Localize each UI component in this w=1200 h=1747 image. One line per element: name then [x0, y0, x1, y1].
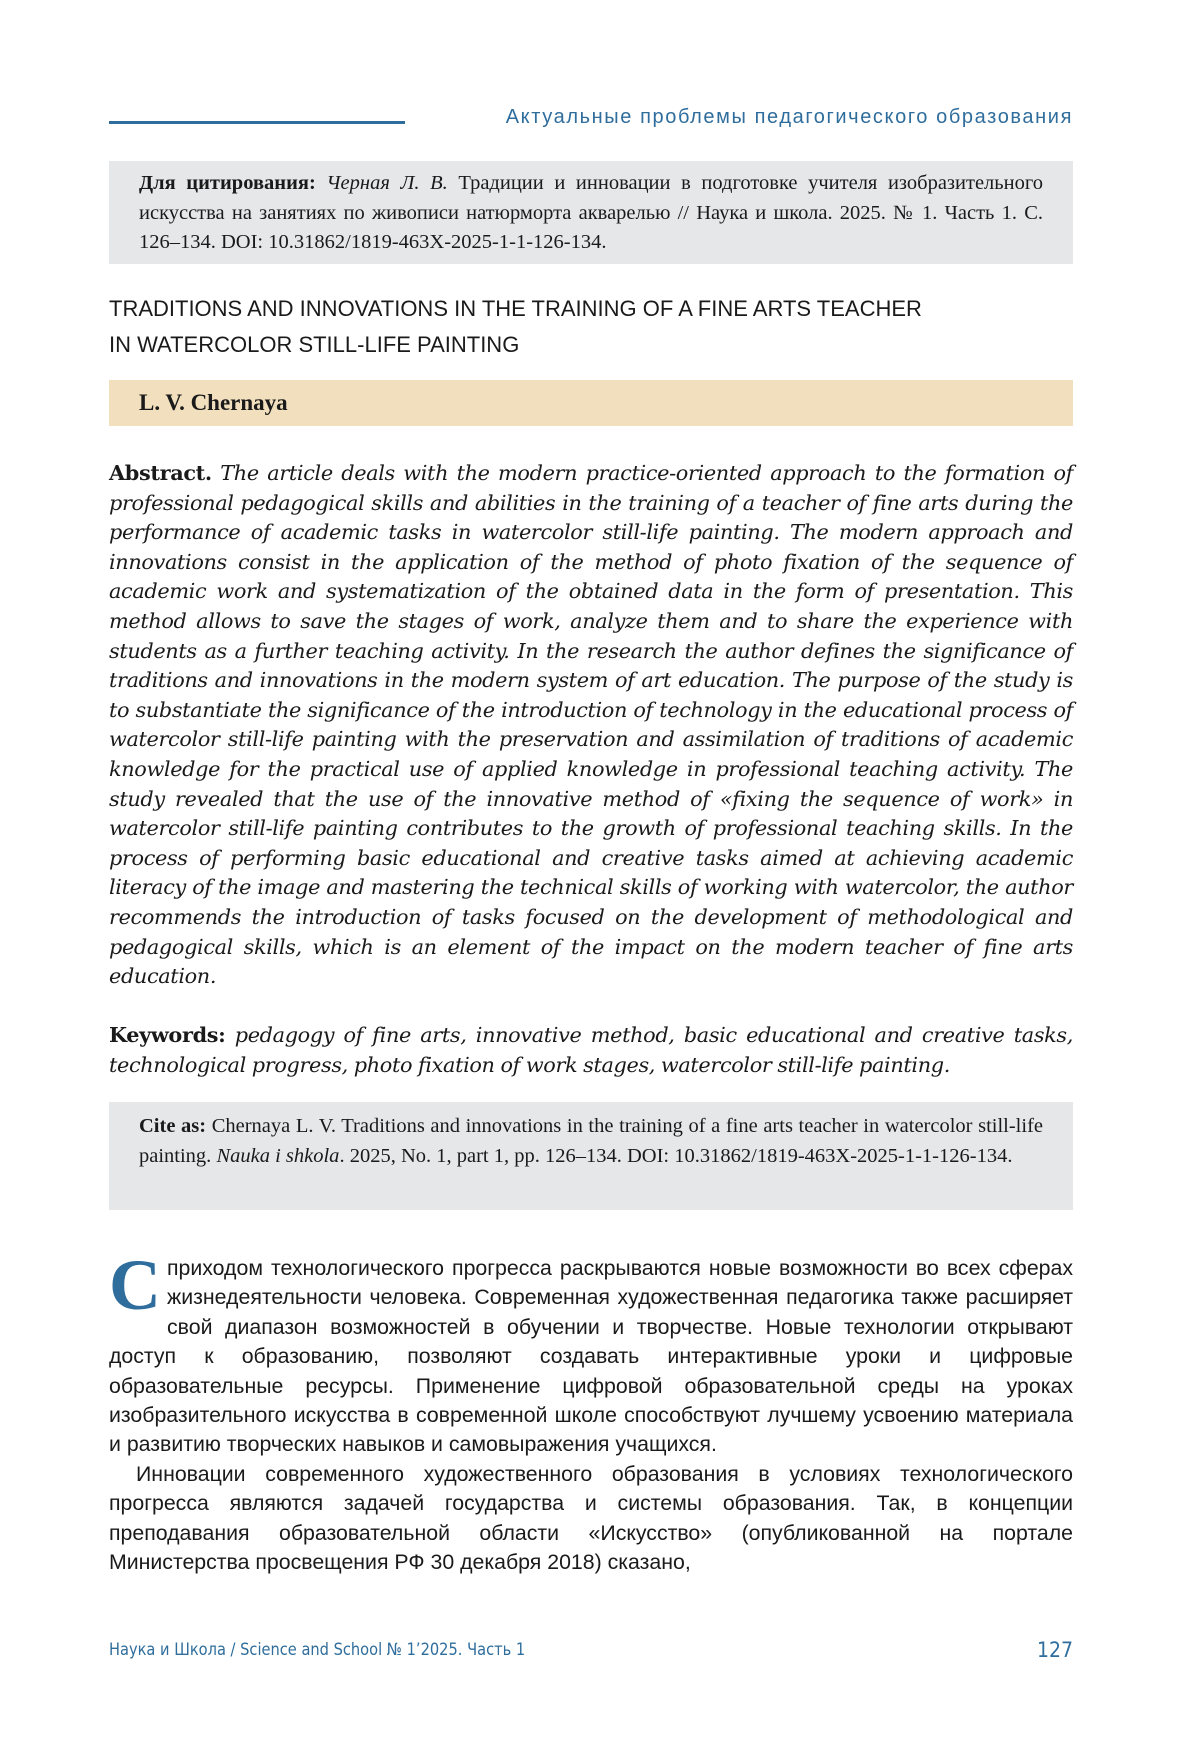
citation-en-journal: Nauka i shkola — [216, 1144, 340, 1167]
keywords-text: pedagogy of fine arts, innovative method, basic educational and creative tasks, technological progress, photo fixation of work stages, watercolor still-life painting. — [109, 1023, 1073, 1077]
header-rule — [109, 121, 405, 124]
abstract-label: Abstract. — [109, 460, 212, 485]
article-body — [109, 1245, 1073, 1577]
citation-en-details: . 2025, No. 1, part 1, pp. 126–134. DOI: 10.31862/1819-463X-2025-1-1-126-134. — [339, 1144, 1013, 1167]
citation-en-text: Chernaya L. V. Traditions and innovations in the training of a fine arts teacher in watercolor still-life painting. — [139, 1115, 1044, 1167]
running-header — [109, 104, 1073, 134]
page-number: 127 — [1036, 1638, 1073, 1662]
citation-ru-label: Для цитирования: — [139, 172, 316, 194]
page-footer — [109, 1638, 1073, 1668]
abstract — [109, 458, 1073, 992]
title-line-2: IN WATERCOLOR STILL-LIFE PAINTING — [109, 332, 520, 357]
paragraph-1-text: приходом технологического прогресса раскрываются новые возможности во всех сферах жизнедеятельности человека. Современная художественная педагогика также расширяет свой диапазон возможностей в обучении и творчестве. Новые технологии открывают доступ к образованию, позволяют создавать интерактивные уроки и цифровые образовательные ресурсы. Применение цифровой образовательной среды на уроках изобразительного искусства в современной школе способствуют лучшему усвоению материала и развитию творческих навыков и самовыражения учащихся. — [109, 1256, 1073, 1457]
keywords-label: Keywords: — [109, 1022, 226, 1047]
body-paragraph-1 — [109, 1245, 1073, 1460]
citation-en-box — [109, 1102, 1073, 1210]
section-title: Актуальные проблемы педагогического образования — [505, 106, 1073, 128]
footer-journal: Наука и Школа / Science and School № 1’2025. Часть 1 — [109, 1640, 526, 1660]
title-line-1: TRADITIONS AND INNOVATIONS IN THE TRAINING OF A FINE ARTS TEACHER — [109, 296, 922, 321]
author-name: L. V. Chernaya — [139, 390, 288, 415]
citation-en-label: Cite as: — [139, 1115, 207, 1137]
citation-ru-text: Традиции и инновации в подготовке учителя изобразительного искусства на занятиях по живописи натюрморта акварелью // Наука и школа. 2025. № 1. Часть 1. С. 126–134. DOI: 10.31862/1819-463X-2025-1-1-126-134. — [139, 172, 1044, 253]
abstract-text: The article deals with the modern practice-oriented approach to the formation of professional pedagogical skills and abilities in the training of a teacher of fine arts during the performance of academic tasks in watercolor still-life painting. The modern approach and innovations consist in the application of the method of photo fixation of the sequence of academic work and systematization of the obtained data in the form of presentation. This method allows to save the stages of work, analyze them and to share the experience with students as a further teaching activity. In the research the author defines the significance of traditions and innovations in the modern system of art education. The purpose of the study is to substantiate the significance of the introduction of technology in the educational process of watercolor still-life painting with the preservation and assimilation of traditions of academic knowledge for the practical use of applied knowledge in professional teaching activity. The study revealed that the use of the innovative method of «fixing the sequence of work» in watercolor still-life painting contributes to the growth of professional teaching skills. In the process of performing basic educational and creative tasks aimed at achieving academic literacy of the image and mastering the technical skills of working with watercolor, the author recommends the introduction of tasks focused on the development of methodological and pedagogical skills, which is an element of the impact on the modern teacher of fine arts education. — [109, 461, 1073, 989]
article-title-en — [109, 291, 1073, 363]
keywords — [109, 1020, 1073, 1080]
author-bar — [109, 380, 1073, 426]
dropcap-letter: С — [109, 1245, 161, 1325]
body-paragraph-2: Инновации современного художественного образования в условиях технологического прогресса являются задачей государства и системы образования. Так, в концепции преподавания образовательной области «Искусство» (опубликованной на портале Министерства просвещения РФ 30 декабря 2018) сказано, — [109, 1461, 1073, 1575]
citation-ru-box — [109, 161, 1073, 264]
citation-ru-authors: Черная Л. В. — [326, 172, 448, 194]
